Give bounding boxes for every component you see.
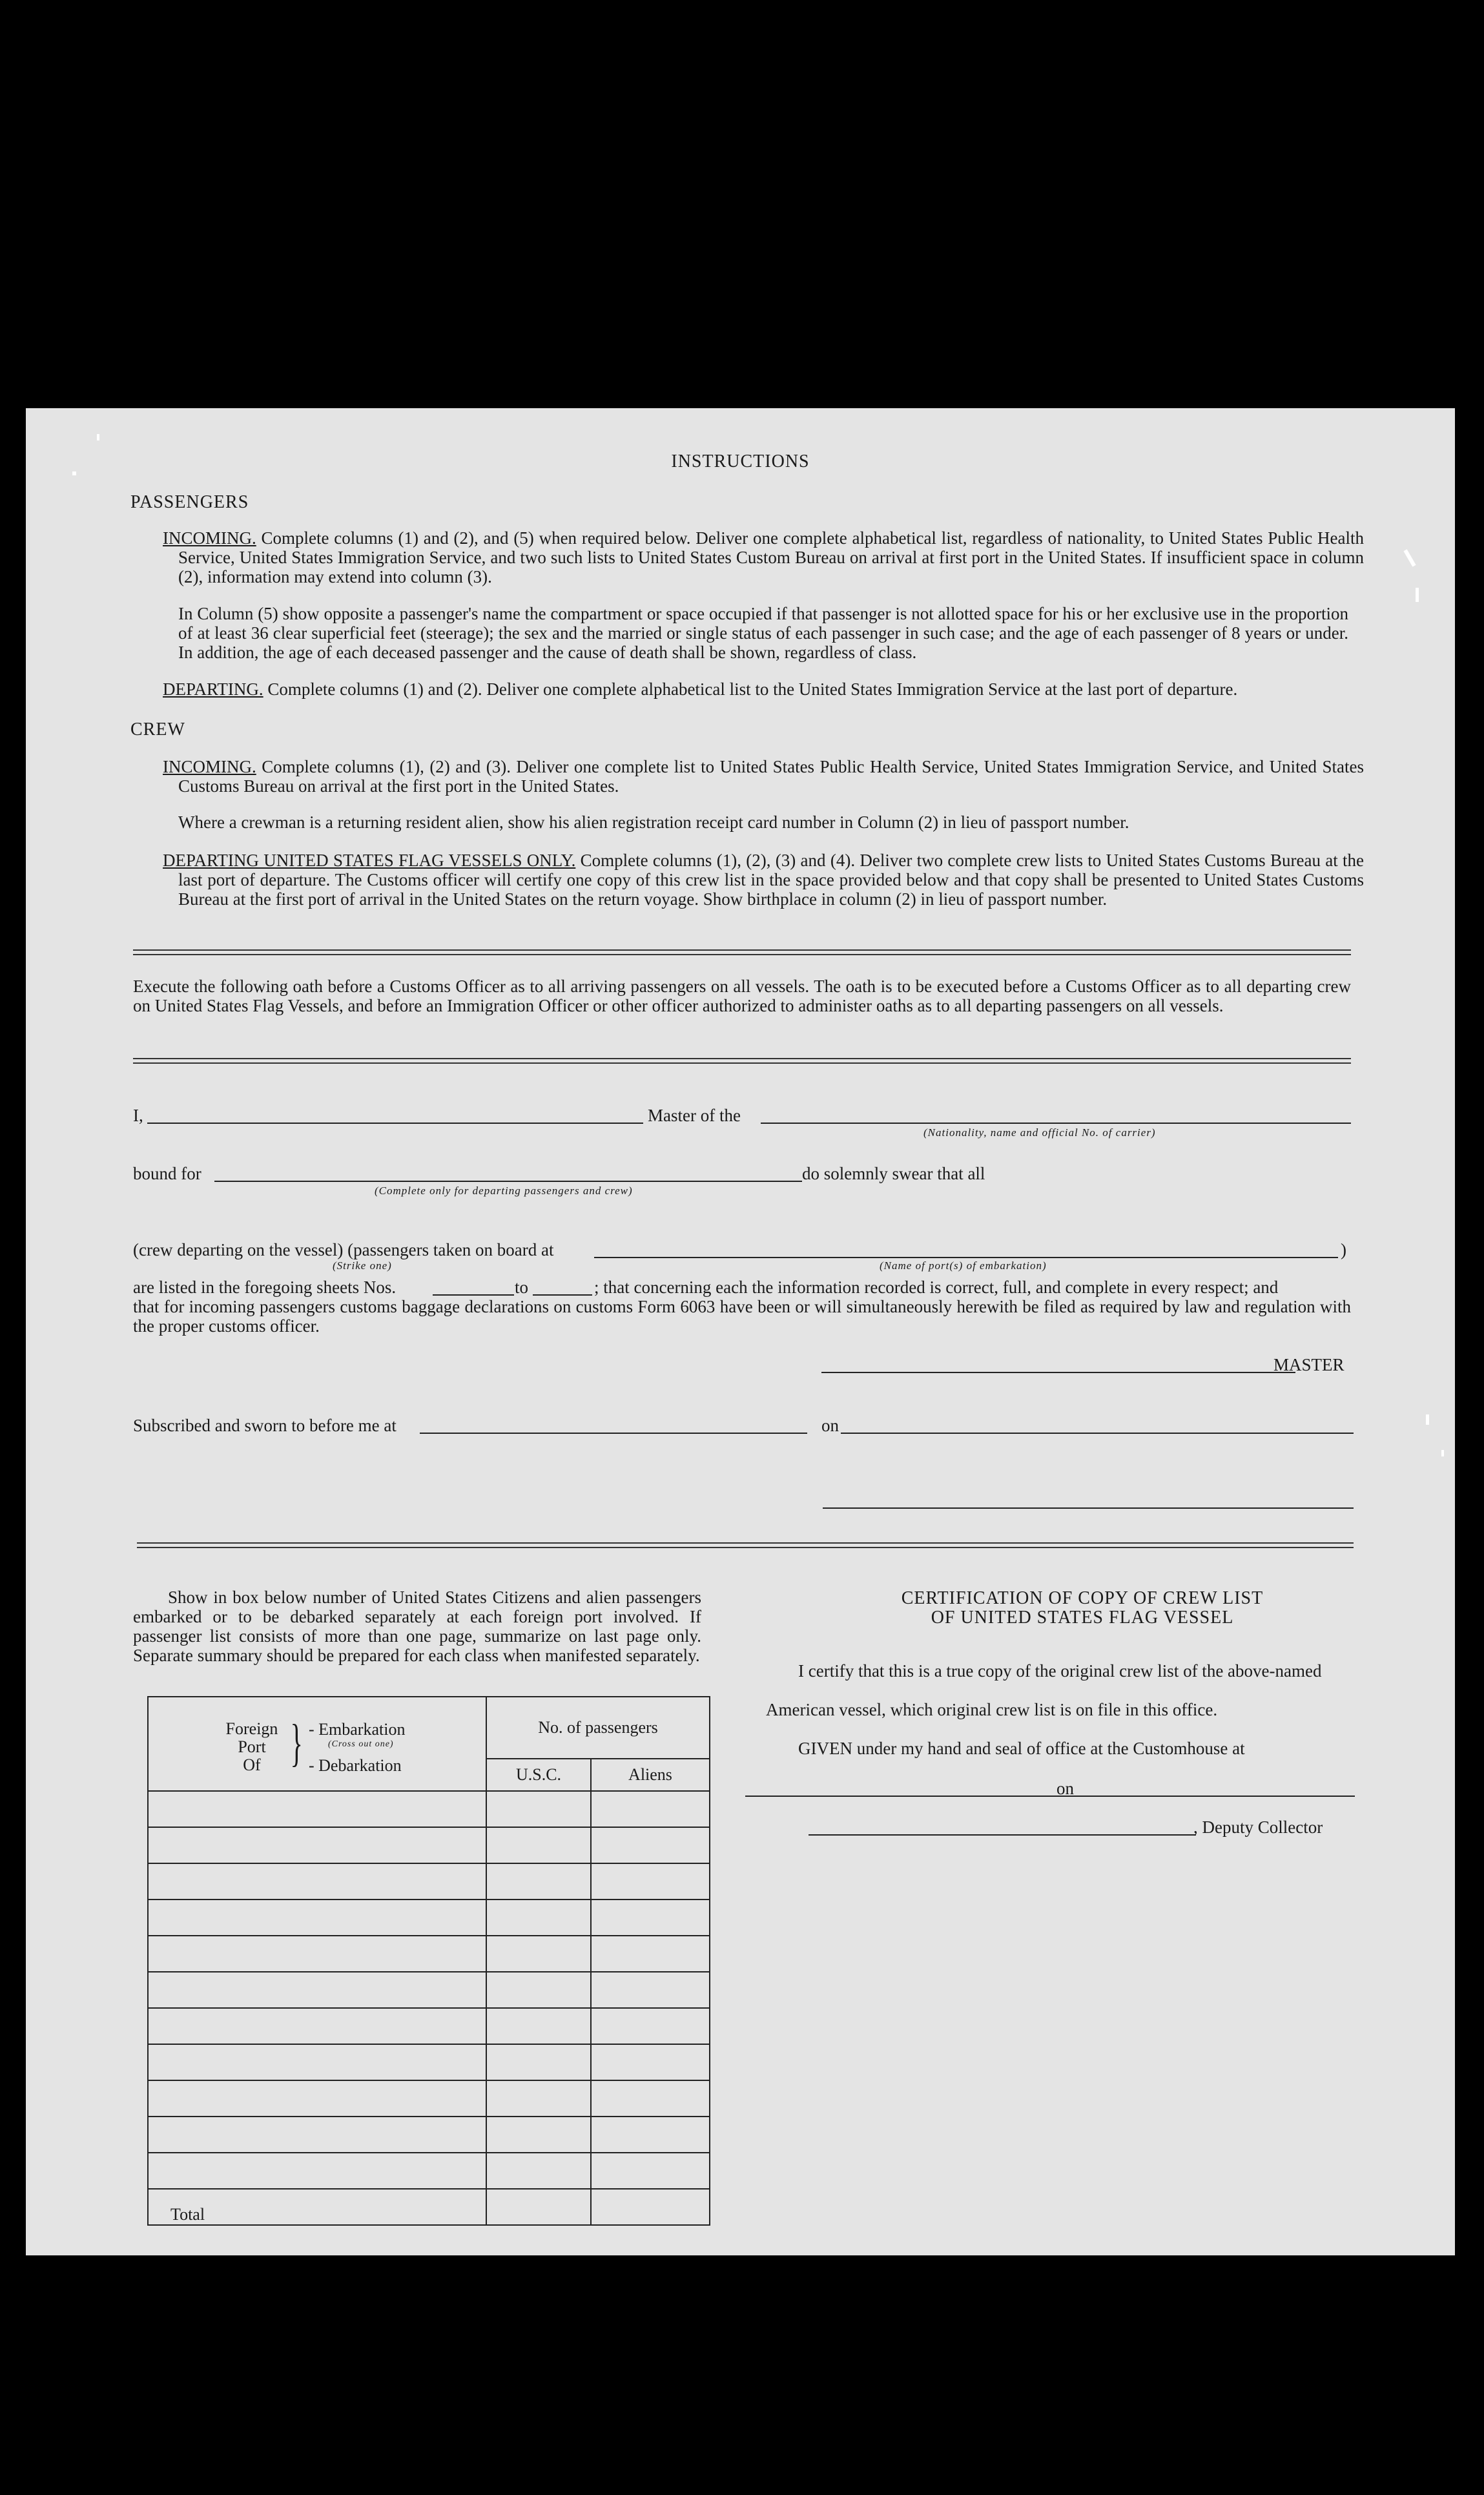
crew-departing-label: DEPARTING UNITED STATES FLAG VESSELS ONLY.: [163, 851, 576, 870]
brace-icon: }: [290, 1715, 303, 1772]
total-aliens-cell[interactable]: [591, 2189, 710, 2225]
port-cell[interactable]: [148, 1863, 486, 1900]
passengers-heading: PASSENGERS: [130, 492, 249, 512]
aliens-cell[interactable]: [591, 2008, 710, 2044]
summary-instructions: Show in box below number of United States Citizens and alien passengers embarked or to be debarked separately at each foreign port involved. If passenger list consists of more than one page, summarize on last page only. Separate summary should be prepared for each class when manifested separately.: [133, 1588, 701, 1665]
bound-caption: (Complete only for departing passengers and crew): [375, 1185, 633, 1197]
port-cell[interactable]: [148, 1791, 486, 1827]
cert-line-2: American vessel, which original crew list is on file in this office.: [766, 1700, 1218, 1719]
usc-cell[interactable]: [486, 1791, 591, 1827]
summary-row: [148, 1827, 710, 1863]
cert-line-1: I certify that this is a true copy of the original crew list of the above-named: [798, 1661, 1322, 1681]
oath-close-paren: ): [1341, 1240, 1346, 1259]
aliens-cell[interactable]: [591, 1791, 710, 1827]
total-label: Total: [148, 2189, 486, 2225]
aliens-cell[interactable]: [591, 1972, 710, 2008]
carrier-caption: (Nationality, name and official No. of carrier): [923, 1126, 1156, 1139]
embarkation-label[interactable]: - Embarkation: [309, 1720, 406, 1739]
passenger-summary-table: [147, 1696, 710, 2226]
summary-row: [148, 2117, 710, 2153]
scan-speck: [1416, 588, 1419, 602]
usc-cell[interactable]: [486, 1863, 591, 1900]
strike-one-caption: (Strike one): [333, 1259, 392, 1272]
aliens-cell[interactable]: [591, 2153, 710, 2189]
passengers-incoming-label: INCOMING.: [163, 528, 256, 548]
oath-swear: do solemnly swear that all: [802, 1164, 985, 1183]
form-page: [26, 408, 1455, 2255]
embarkation-ports-line[interactable]: [594, 1257, 1338, 1258]
summary-total-row: [148, 2189, 710, 2225]
usc-cell[interactable]: [486, 2044, 591, 2080]
cert-title-2: OF UNITED STATES FLAG VESSEL: [931, 1608, 1234, 1628]
passengers-incoming-text: Complete columns (1) and (2), and (5) when required below. Deliver one complete alphabetical list, regardless of nationality, to United States Public Health Service, United States Immigration Service, and two such lists to United States Custom Bureau on arrival at first port in the United States. If insufficient space in column (2), information may extend into column (3).: [178, 528, 1365, 586]
carrier-line[interactable]: [761, 1123, 1351, 1124]
usc-cell[interactable]: [486, 1900, 591, 1936]
divider-bottom: [137, 1542, 1354, 1548]
usc-cell[interactable]: [486, 1972, 591, 2008]
oath-subscribed: Subscribed and sworn to before me at: [133, 1416, 397, 1435]
aliens-cell[interactable]: [591, 2044, 710, 2080]
bound-for-line[interactable]: [214, 1181, 802, 1182]
oath-body-rest: that for incoming passengers customs baggage declarations on customs Form 6063 have been or will simultaneously herewith be filed as required by law and regulation with the proper customs officer.: [133, 1297, 1351, 1336]
cert-title-1: CERTIFICATION OF COPY OF CREW LIST: [901, 1588, 1264, 1608]
master-name-line[interactable]: [147, 1123, 643, 1124]
instructions-title: INSTRUCTIONS: [671, 451, 810, 471]
aliens-cell[interactable]: [591, 1900, 710, 1936]
port-cell[interactable]: [148, 2008, 486, 2044]
oath-i: I,: [133, 1106, 143, 1125]
aliens-header: Aliens: [591, 1759, 710, 1791]
port-label: Port: [238, 1737, 266, 1756]
sheet-to-line[interactable]: [533, 1294, 592, 1296]
oath-intro: Execute the following oath before a Customs Officer as to all arriving passengers on all vessels. The oath is to be executed before a Customs Officer as to all departing crew on United States Flag Vessels, and before an Immigration Officer or other officer authorized to administer oaths as to all departing passengers on all vessels.: [133, 977, 1351, 1015]
deputy-signature-line[interactable]: [809, 1834, 1196, 1836]
aliens-cell[interactable]: [591, 2117, 710, 2153]
ports-caption: (Name of port(s) of embarkation): [880, 1259, 1047, 1272]
crew-incoming-text: Complete columns (1), (2) and (3). Deliver one complete list to United States Public Health Service, United States Immigration Service, and United States Customs Bureau on arrival at the first port in the United States.: [178, 757, 1365, 796]
usc-header: U.S.C.: [486, 1759, 591, 1791]
crew-departing-text: Complete columns (1), (2), (3) and (4). Deliver two complete crew lists to United States Customs Bureau at the last port of departure. The Customs officer will certify one copy of this crew list in the space provided below and that copy shall be presented to United States Customs Bureau at the first port of arrival in the United States on the return voyage. Show birthplace in column (2) in lieu of passport number.: [178, 851, 1365, 909]
aliens-cell[interactable]: [591, 1863, 710, 1900]
cert-deputy: , Deputy Collector: [1193, 1817, 1323, 1837]
aliens-cell[interactable]: [591, 1827, 710, 1863]
no-of-passengers-header: No. of passengers: [486, 1697, 710, 1759]
aliens-cell[interactable]: [591, 2080, 710, 2117]
summary-row: [148, 2153, 710, 2189]
summary-row: [148, 1791, 710, 1827]
port-header-cell: [148, 1697, 486, 1791]
sheet-from-line[interactable]: [433, 1294, 514, 1296]
aliens-cell[interactable]: [591, 1936, 710, 1972]
of-label: Of: [243, 1755, 261, 1774]
usc-cell[interactable]: [486, 2080, 591, 2117]
cert-place-line[interactable]: [745, 1796, 1082, 1797]
crew-heading: CREW: [130, 720, 185, 740]
port-cell[interactable]: [148, 1972, 486, 2008]
passengers-departing-text: Complete columns (1) and (2). Deliver one complete alphabetical list to the United States Immigration Service at the last port of departure.: [267, 679, 1238, 699]
passengers-incoming-paragraph: [163, 528, 1364, 586]
subscribed-place-line[interactable]: [420, 1433, 807, 1434]
cert-given: GIVEN under my hand and seal of office at the Customhouse at: [798, 1739, 1245, 1758]
oath-crew-departing: (crew departing on the vessel) (passengers taken on board at: [133, 1240, 554, 1259]
port-cell[interactable]: [148, 2153, 486, 2189]
certification-title: [759, 1589, 1405, 1628]
usc-cell[interactable]: [486, 1936, 591, 1972]
summary-row: [148, 1900, 710, 1936]
summary-row: [148, 1972, 710, 2008]
usc-cell[interactable]: [486, 2008, 591, 2044]
crew-incoming-paragraph: [163, 757, 1364, 796]
foreign-port-of: [221, 1720, 283, 1774]
summary-row: [148, 2044, 710, 2080]
summary-row: [148, 1863, 710, 1900]
oath-master-of-the: Master of the: [648, 1106, 741, 1125]
passengers-departing-paragraph: [163, 679, 1348, 699]
divider-top: [133, 949, 1351, 955]
scan-speck: [72, 471, 76, 475]
oath-bound-for: bound for: [133, 1164, 201, 1183]
subscribed-date-line[interactable]: [841, 1433, 1354, 1434]
scan-speck: [97, 434, 99, 440]
port-cell[interactable]: [148, 2117, 486, 2153]
oath-sheets-end: ; that concerning each the information recorded is correct, full, and complete in every respect; and: [594, 1278, 1279, 1297]
port-cell[interactable]: [148, 2044, 486, 2080]
master-signature-line[interactable]: [821, 1372, 1295, 1373]
crew-incoming-label: INCOMING.: [163, 757, 256, 776]
debarkation-label[interactable]: - Debarkation: [309, 1756, 402, 1775]
summary-row: [148, 1936, 710, 1972]
passengers-column5-paragraph: In Column (5) show opposite a passenger's name the compartment or space occupied if that passenger is not allotted space for his or her exclusive use in the proportion of at least 36 clear superficial feet (steerage); the sex and the married or single status of each passenger in such case; and the age of each passenger of 8 years or under. In addition, the age of each deceased passenger and the cause of death shall be shown, regardless of class.: [178, 604, 1348, 662]
officer-signature-line[interactable]: [823, 1507, 1354, 1509]
cert-date-line[interactable]: [1076, 1796, 1355, 1797]
port-cell[interactable]: [148, 1936, 486, 1972]
usc-cell[interactable]: [486, 1827, 591, 1863]
passengers-departing-label: DEPARTING.: [163, 679, 263, 699]
oath-on: on: [821, 1416, 839, 1435]
crew-resident-paragraph: Where a crewman is a returning resident alien, show his alien registration receipt card number in Column (2) in lieu of passport number.: [178, 813, 1129, 832]
summary-row: [148, 2080, 710, 2117]
cross-out-one-label: (Cross out one): [328, 1739, 394, 1749]
port-cell[interactable]: [148, 1827, 486, 1863]
usc-cell[interactable]: [486, 2153, 591, 2189]
usc-cell[interactable]: [486, 2117, 591, 2153]
cert-on: on: [1056, 1779, 1074, 1798]
summary-row: [148, 2008, 710, 2044]
total-usc-cell[interactable]: [486, 2189, 591, 2225]
scan-speck: [1441, 1450, 1444, 1456]
oath-master-label: MASTER: [1273, 1355, 1345, 1374]
divider-oath: [133, 1058, 1351, 1064]
scan-speck: [1426, 1414, 1429, 1425]
crew-departing-paragraph: [163, 851, 1364, 909]
oath-to: to: [515, 1278, 529, 1297]
port-cell[interactable]: [148, 2080, 486, 2117]
foreign-label: Foreign: [225, 1719, 278, 1738]
port-cell[interactable]: [148, 1900, 486, 1936]
oath-sheets-start: are listed in the foregoing sheets Nos.: [133, 1278, 397, 1297]
